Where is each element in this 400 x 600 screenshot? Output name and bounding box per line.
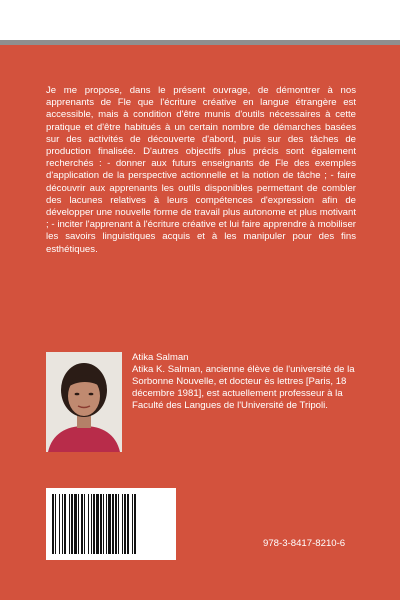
barcode-bar <box>124 494 126 554</box>
author-bio: Atika K. Salman, ancienne élève de l'université de la Sorbonne Nouvelle, et docteur ès lettres [Paris, 18 décembre 1981], est actuellement professeur à la Faculté des Langues de l'Université de Tripoli. <box>132 364 355 411</box>
barcode-bar <box>52 494 54 554</box>
barcode-bar <box>112 494 114 554</box>
barcode <box>46 488 176 560</box>
top-stripe <box>0 40 400 45</box>
barcode-bar <box>78 494 79 554</box>
barcode-bar <box>81 494 83 554</box>
barcode-bar <box>100 494 102 554</box>
barcode-bar <box>88 494 89 554</box>
barcode-bar <box>74 494 77 554</box>
top-band <box>0 0 400 40</box>
barcode-bar <box>118 494 119 554</box>
barcode-bar <box>106 494 107 554</box>
barcode-bar <box>69 494 70 554</box>
barcode-bar <box>84 494 85 554</box>
barcode-bar <box>71 494 73 554</box>
barcode-bar <box>64 494 66 554</box>
barcode-bar <box>108 494 111 554</box>
barcode-bar <box>55 494 56 554</box>
author-name: Atika Salman <box>132 352 189 363</box>
barcode-bar <box>127 494 129 554</box>
barcode-bar <box>91 494 92 554</box>
barcode-bar <box>115 494 117 554</box>
isbn: 978-3-8417-8210-6 <box>263 538 346 549</box>
barcode-bar <box>134 494 136 554</box>
barcode-bar <box>132 494 133 554</box>
barcode-bar <box>122 494 123 554</box>
barcode-bar <box>93 494 95 554</box>
barcode-bar <box>96 494 99 554</box>
barcode-bar <box>103 494 104 554</box>
barcode-bar <box>62 494 63 554</box>
cover-blurb: Je me propose, dans le présent ouvrage, de démontrer à nos apprenants de Fle que l'écriture créative en langue étrangère est accessible, mais à condition d'être munis d'outils nécessaires à cette pratique et d'être habitués à un certain nombre de démarches basées sur des activités de découverte d'abord, puis sur des tâches de production finalisée. D'autres objectifs plus précis sont également recherchés : - donner aux futurs enseignants de Fle des exemples d'application de la perspective actionnelle et la notion de tâche ; - faire découvrir aux apprenants les outils disponibles permettant de combler des lacunes relatives à leurs compétences d'expression afin de développer une nouvelle forme de travail plus autonome et plus motivant ; - inciter l'apprenant à l'écriture créative et lui faire apprendre à mobiliser les savoirs linguistiques acquis et à les manipuler pour des fins esthétiques. <box>46 85 356 255</box>
barcode-bar <box>59 494 60 554</box>
author-photo <box>46 352 122 452</box>
